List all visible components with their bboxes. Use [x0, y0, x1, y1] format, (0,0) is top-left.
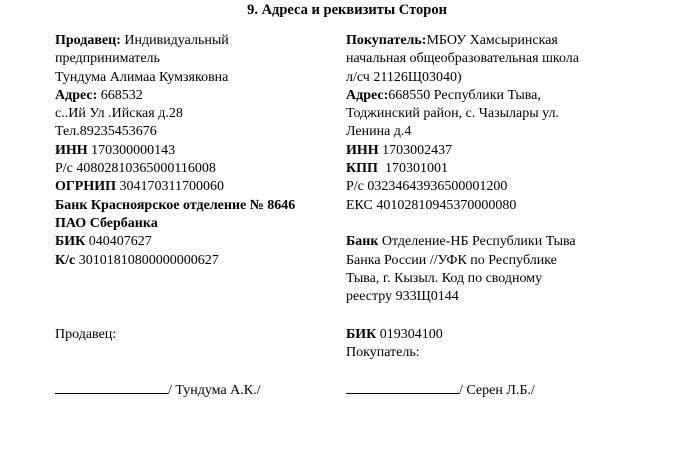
seller-bik-value: 040407627 — [88, 234, 152, 250]
buyer-kpp-value: 170301001 — [384, 161, 448, 177]
buyer-kpp — [346, 160, 646, 178]
seller-details — [55, 32, 335, 270]
buyer-address-label: Адрес: — [346, 87, 389, 103]
buyer-bank-name1: Отделение-НБ Республики Тыва — [381, 234, 576, 250]
seller-bik-label: БИК — [55, 234, 86, 250]
buyer-name-text: МБОУ Хамсыринская — [426, 33, 558, 48]
buyer-bank-line4: реестру 933Щ0144 — [346, 289, 459, 305]
buyer-address-line1: 668550 Республики Тыва, — [388, 87, 541, 103]
buyer-inn — [346, 142, 646, 160]
buyer-spacer — [346, 215, 646, 233]
buyer-bik-value: 019304100 — [379, 327, 443, 342]
seller-ogrnip — [55, 178, 335, 196]
buyer-sign-label: Покупатель: — [346, 345, 420, 360]
seller-label: Продавец: — [55, 33, 121, 48]
seller-bank-line2 — [55, 215, 335, 233]
buyer-account: Р/с 03234643936500001200 — [346, 179, 508, 195]
seller-inn — [55, 142, 335, 160]
seller-signature — [55, 380, 261, 400]
buyer-address-line2: Тоджинский район, с. Чазылары ул. — [346, 106, 560, 122]
seller-address-index: 668532 — [100, 87, 143, 103]
seller-name-line3: Тундума Алимаа Кумзяковна — [55, 69, 229, 85]
buyer-bank-label: Банк — [346, 234, 379, 250]
seller-ogrnip-label: ОГРНИП — [55, 179, 117, 195]
seller-sign-label: Продавец: — [55, 327, 117, 342]
buyer-inn-value: 1703002437 — [382, 142, 453, 158]
buyer-bank-line1 — [346, 233, 646, 251]
seller-ks-label: К/с — [55, 252, 76, 268]
buyer-name-line2: начальная общеобразовательная школа — [346, 51, 579, 67]
buyer-details — [346, 32, 646, 306]
seller-sign-name: / Тундума А.К./ — [168, 383, 261, 398]
buyer-bik-label: БИК — [346, 327, 377, 342]
seller-address — [55, 87, 335, 105]
seller-bik — [55, 233, 335, 251]
buyer-bank-line3: Тыва, г. Кызыл. Код по сводному — [346, 270, 543, 286]
seller-ks — [55, 252, 335, 270]
seller-bank-name1: Банк Красноярское отделение № 8646 — [55, 197, 296, 213]
seller-phone: Тел.89235453676 — [55, 124, 157, 140]
buyer-inn-label: ИНН — [346, 142, 379, 158]
seller-address-label: Адрес: — [55, 87, 98, 103]
buyer-address — [346, 87, 646, 105]
buyer-address-line3: Ленина д.4 — [346, 124, 412, 140]
buyer-label: Покупатель: — [346, 33, 427, 48]
seller-signature-line — [55, 380, 168, 394]
seller-name-text: Индивидуальный — [124, 33, 229, 48]
seller-inn-value: 170300000143 — [91, 142, 176, 158]
seller-address-line2: с..Ий Ул .Ийская д.28 — [55, 106, 183, 122]
buyer-name-line3: л/сч 21126Щ03040) — [346, 69, 462, 85]
seller-name-line2: предприниматель — [55, 51, 160, 67]
section-title: 9. Адреса и реквизиты Сторон — [247, 2, 447, 18]
buyer-signature — [346, 380, 535, 400]
buyer-eks: ЕКС 40102810945370000080 — [346, 197, 517, 213]
seller-ks-value: 30101810800000000627 — [78, 252, 219, 268]
seller-account: Р/с 40802810365000116008 — [55, 161, 216, 177]
seller-ogrnip-value: 304170311700060 — [119, 179, 225, 195]
buyer-kpp-label: КПП — [346, 161, 378, 177]
seller-name-line1 — [55, 32, 335, 50]
seller-inn-label: ИНН — [55, 142, 88, 158]
buyer-sign-name: / Серен Л.Б./ — [459, 383, 535, 398]
seller-bank-line1 — [55, 197, 335, 215]
buyer-name-line1 — [346, 32, 646, 50]
buyer-bik — [346, 326, 443, 344]
seller-bank-name2: ПАО Сбербанка — [55, 215, 158, 231]
buyer-signature-line — [346, 380, 459, 394]
buyer-bank-line2: Банка России //УФК по Республике — [346, 252, 557, 268]
